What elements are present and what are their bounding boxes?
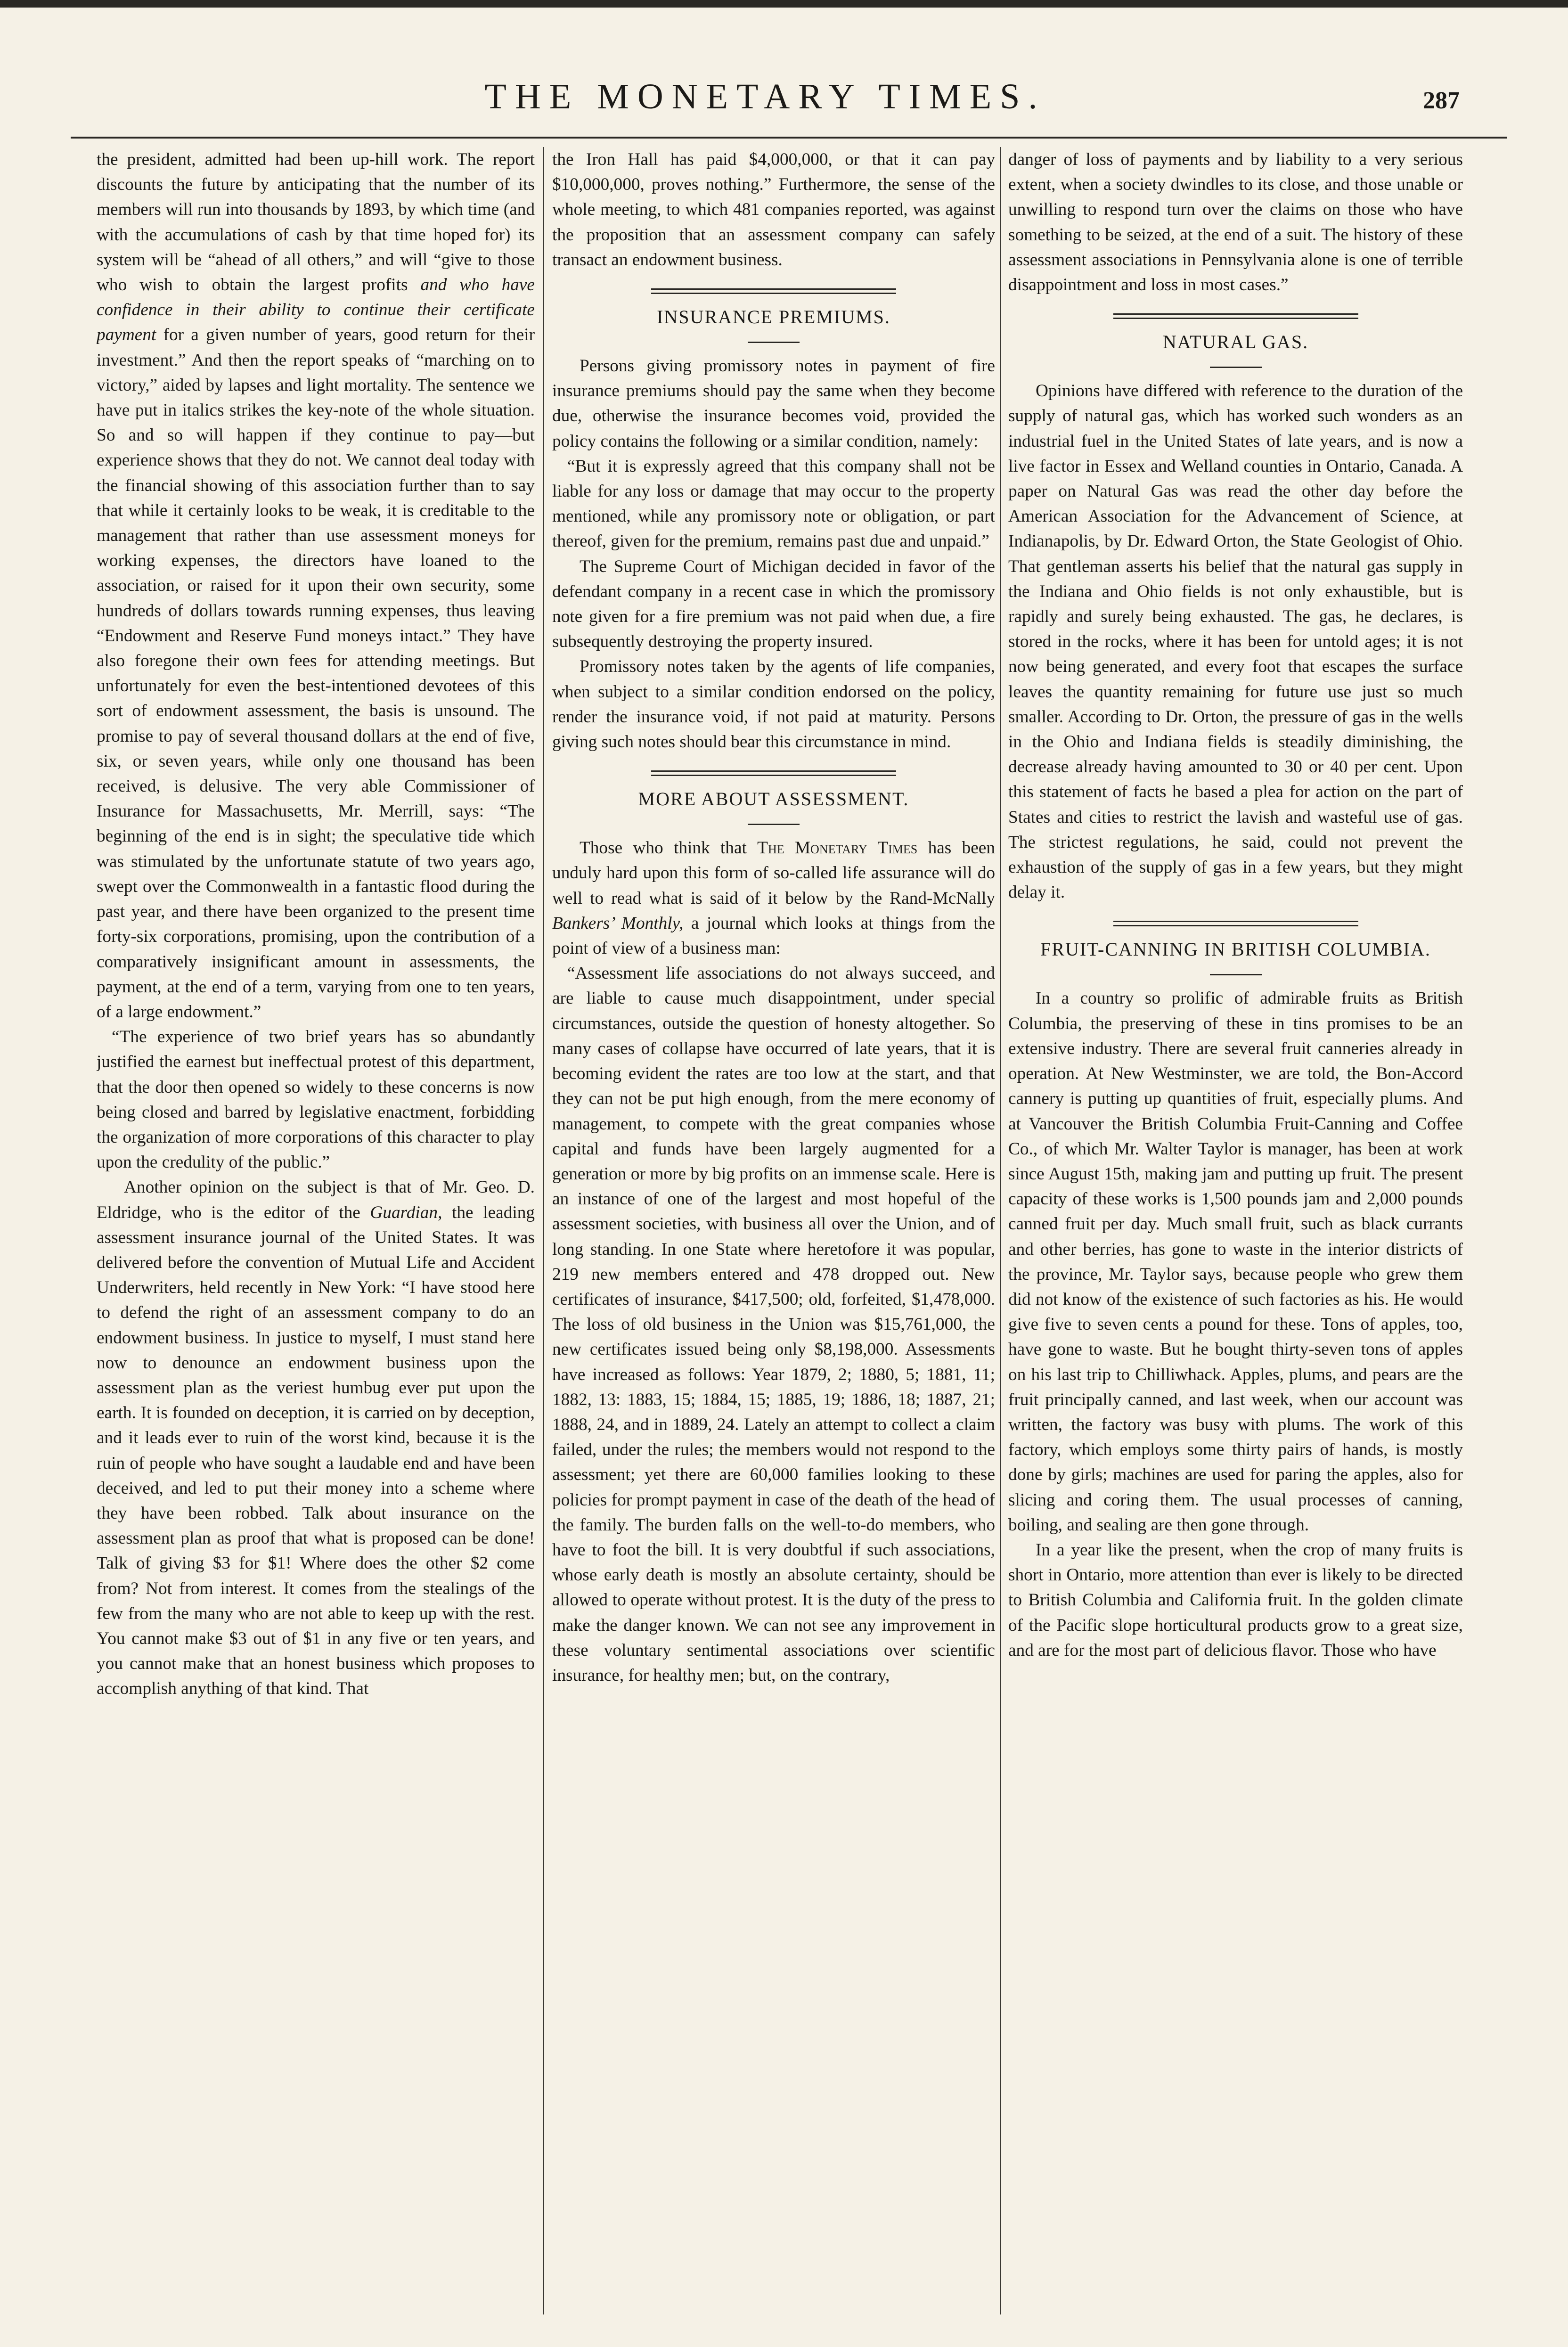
masthead-rule [71,137,1507,139]
section-heading: MORE ABOUT ASSESSMENT. [638,788,909,810]
top-border-rule [0,0,1568,8]
column-2 [552,147,995,2324]
masthead-title: THE MONETARY TIMES. [484,77,1046,116]
column-divider [1000,147,1001,2314]
text-run: the leading assessment insurance journal of the United States. It was delivered before the convention of Mutual Life and Accident Underwriters, held recently in New York: “I have stood here to defend the right of an assessment company to do an endowment business. In justice to myself, I must stand here now to denounce an endowment business upon the assessment plan as the veriest humbug ever put upon the earth. It is founded on deception, it is carried on by deception, and it leads ever to ruin of the worst kind, because it is the ruin of people who have sought a laudable end and have been deceived, and led to put their money into a scheme where they have been robbed. Talk about insurance on the assessment plan as proof that what is proposed can be done! Talk of giving $3 for $1! Where does the other $2 come from? Not from interest. It comes from the stealings of the few from the many who are not able to keep up with the rest. You cannot make $3 out of $1 in any five or ten years, and you cannot make that an honest business which proposes to accomplish anything of that kind. That [97,1202,535,1699]
publication-name: The Monetary Times [757,838,918,858]
article-paragraph: In a country so prolific of admirable fruits as British Columbia, the preserving of these in tins promises to be an extensive industry. There are several fruit canneries already in operation. At New Westminster, we are told, the Bon-Accord cannery is putting up quantities of fruit, especially plums. And at Vancouver the British Columbia Fruit-Canning and Coffee Co., of which Mr. Walter Taylor is manager, has been at work since August 15th, making jam and putting up fruit. The present capacity of these works is 1,500 pounds jam and 2,000 pounds canned fruit per day. Much small fruit, such as black currants and other berries, has gone to waste in the interior districts of the province, Mr. Taylor says, because people who grew them did not know of the existence of such factories as his. He would give five to seven cents a pound for these. Tons of apples, too, have gone to waste. But he bought thirty-seven tons of apples on his last trip to Chilliwhack. Apples, plums, and pears are the fruit principally canned, and last week, when our account was written, the factory was busy with plums. The work of this factory, which employs some thirty pairs of hands, is mostly done by girls; machines are used for paring the apples, also for slicing and coring them. The usual processes of canning, boiling, and sealing are then gone through. [1008,989,1463,1535]
text-run: has been unduly hard upon this form of so-called life assurance will do well to read what is said of it below by the Rand-McNally [552,838,995,908]
section-divider [1113,921,1358,922]
section-divider [1113,313,1358,315]
article-paragraph: “Assessment life associations do not always succeed, and are liable to cause much disappointment, under special circumstances, outside the question of honesty altogether. So many cases of collapse have occurred of late years, that it is becoming evident the rates are too low at the start, and that they can not be put high enough, from the mere economy of management, to compete with the great companies whose capital and funds have been largely augmented for a generation or more by big profits on an immense scale. Here is an instance of one of the largest and most hopeful of the assessment societies, with business all over the Union, and of long standing. In one State where heretofore it was popular, 219 new members entered and 478 dropped out. New certificates of insurance, $417,500; old, forfeited, $1,478,000. The loss of old business in the Union was $15,761,000, the new certificates issued being only $8,198,000. Assessments have increased as follows: Year 1879, 2; 1880, 5; 1881, 11; 1882, 13: 1883, 15; 1884, 15; 1885, 19; 1886, 18; 1887, 21; 1888, 24, and in 1889, 24. Lately an attempt to collect a claim failed, under the rules; the members would not respond to the assessment; yet there are 60,000 families looking to these policies for prompt payment in case of the death of the head of the family. The burden falls on the well-to-do members, who have to foot the bill. It is very doubtful if such associations, whose early death is mostly an absolute certainty, should be allowed to operate without protest. It is the duty of the press to make the danger known. We can not see any improvement in these voluntary sentimental associations over scientific insurance, for healthy men; but, on the contrary, [552,964,995,1685]
text-run: the president, admitted had been up-hill work. The report discounts the future by anticipating that the number of its members will run into thousands by 1893, by which time (and with the accumulations of cash by that time hoped for) its system will be “ahead of all others,” and will “give to those who wish to obtain the largest profits [97,150,535,295]
text-run: Those who think that [580,838,747,858]
article-paragraph: the Iron Hall has paid $4,000,000, or that it can pay $10,000,000, proves nothing.” Furthermore, the sense of the whole meeting, to which 481 companies reported, was against the proposition that an assessment company can safely transact an endowment business. [552,150,995,270]
italic-text: Guardian, [370,1202,442,1222]
heading-rule [748,342,800,343]
article-paragraph [97,147,535,1024]
page-number: 287 [1423,87,1460,114]
article-paragraph: Promissory notes taken by the agents of life companies, when subject to a similar condition endorsed on the policy, render the insurance void, if not paid at maturity. Persons giving such notes should bear this circumstance in mind. [552,657,995,752]
text-run: for a given number of years, good return for their investment.” And then the report speaks of “marching on to victory,” aided by lapses and light mortality. The sentence we have put in italics strikes the key-note of the whole situation. So and so will happen if they continue to pay—but experience shows that they do not. We cannot deal today with the financial showing of this association further than to say that while it certainly looks to be weak, it is creditable to the management that rather than use assessment moneys for working expenses, the directors have loaned to the association, or raised for it upon their own security, some hundreds of dollars towards running expenses, thus leaving “Endowment and Reserve Fund moneys intact.” They have also foregone their own fees for attending meetings. But unfortunately for even the best-intentioned devotees of this sort of endowment assessment, the basis is unsound. The promise to pay of several thousand dollars at the end of five, six, or seven years, while only one thousand has been received, is delusive. The very able Commissioner of Insurance for Massachusetts, Mr. Merrill, says: “The beginning of the end is in sight; the speculative tide which was stimulated by the unfortunate statute of two years ago, swept over the Commonwealth in a fantastic flood during the past year, and there have been organized to the present time forty-six corporations, promising, upon the contribution of a comparatively insignificant amount in assessments, the payment, at the end of a term, varying from one to ten years, of a large endowment.” [97,325,535,1022]
article-paragraph: danger of loss of payments and by liability to a very serious extent, when a society dwindles to its close, and those unable or unwilling to respond turn over the claims on those who have something to be seized, at the end of a suit. The history of these assessment associations in Pennsylvania alone is one of terrible disappointment and loss in most cases.” [1008,150,1463,295]
heading-rule [1210,974,1262,975]
article-paragraph: Persons giving promissory notes in payment of fire insurance premiums should pay the same when they become due, otherwise the insurance becomes void, provided the policy contains the following or a similar condition, namely: [552,356,995,451]
article-paragraph: The Supreme Court of Michigan decided in favor of the defendant company in a recent case in which the promissory note given for a fire premium was not paid when due, a fire subsequently destroying the property insured. [552,556,995,652]
text-run: a journal which looks at things from the point of view of a business man: [552,913,995,958]
article-paragraph: “The experience of two brief years has so abundantly justified the earnest but ineffectual protest of this department, that the door then opened so widely to these concerns is now being closed and barred by legislative enactment, forbidding the organization of more corporations of this character to play upon the credulity of the public.” [97,1027,535,1172]
column-1 [97,147,535,2324]
section-divider [651,288,896,290]
article-paragraph [552,835,995,961]
article-paragraph: Opinions have differed with reference to the duration of the supply of natural gas, which has worked such wonders as an industrial fuel in the United States of late years, and is now a live factor in Essex and Welland counties in Ontario, Canada. A paper on Natural Gas was read the other day before the American Association for the Advancement of Science, at Indianapolis, by Dr. Edward Orton, the State Geologist of Ohio. That gentleman asserts his belief that the natural gas supply in the Indiana and Ohio fields is not only exhaustible, but is rapidly and surely being exhausted. The gas, he declares, is stored in the rocks, where it has been for untold ages; it is not now being generated, and every foot that escapes the surface leaves the quantity remaining for future use just so much smaller. According to Dr. Orton, the pressure of gas in the wells in the Ohio and Indiana fields is steadily diminishing, the decrease already having amounted to 30 or 40 per cent. Upon this statement of facts he based a plea for action on the part of States and cities to restrict the lavish and wasteful use of gas. The strictest regulations, he said, could not prevent the exhaustion of the supply of gas in a few years, but they might delay it. [1008,381,1463,902]
section-heading: FRUIT-CANNING IN BRITISH COLUMBIA. [1040,939,1431,960]
article-paragraph [97,1175,535,1701]
column-divider [543,147,544,2314]
section-heading: NATURAL GAS. [1162,331,1309,353]
column-3 [1008,147,1463,2324]
section-heading: INSURANCE PREMIUMS. [657,306,890,328]
article-paragraph: “But it is expressly agreed that this company shall not be liable for any loss or damage that may occur to the property mentioned, while any promissory note or obligation, or part thereof, given for the premium, remains past due and unpaid.” [552,456,995,551]
masthead [71,71,1460,127]
heading-rule [748,824,800,825]
article-paragraph: In a year like the present, when the crop of many fruits is short in Ontario, more attention than ever is likely to be directed to British Columbia and California fruit. In the golden climate of the Pacific slope horticultural products grow to a great size, and are for the most part of delicious flavor. Those who have [1008,1540,1463,1660]
italic-text: and who have confidence in their ability to continue their certificate payment [97,275,535,345]
section-divider [651,770,896,772]
heading-rule [1210,367,1262,368]
italic-text: Bankers’ Monthly, [552,913,684,933]
text-run: Another opinion on the subject is that of Mr. Geo. D. Eldridge, who is the editor of the [97,1178,535,1222]
